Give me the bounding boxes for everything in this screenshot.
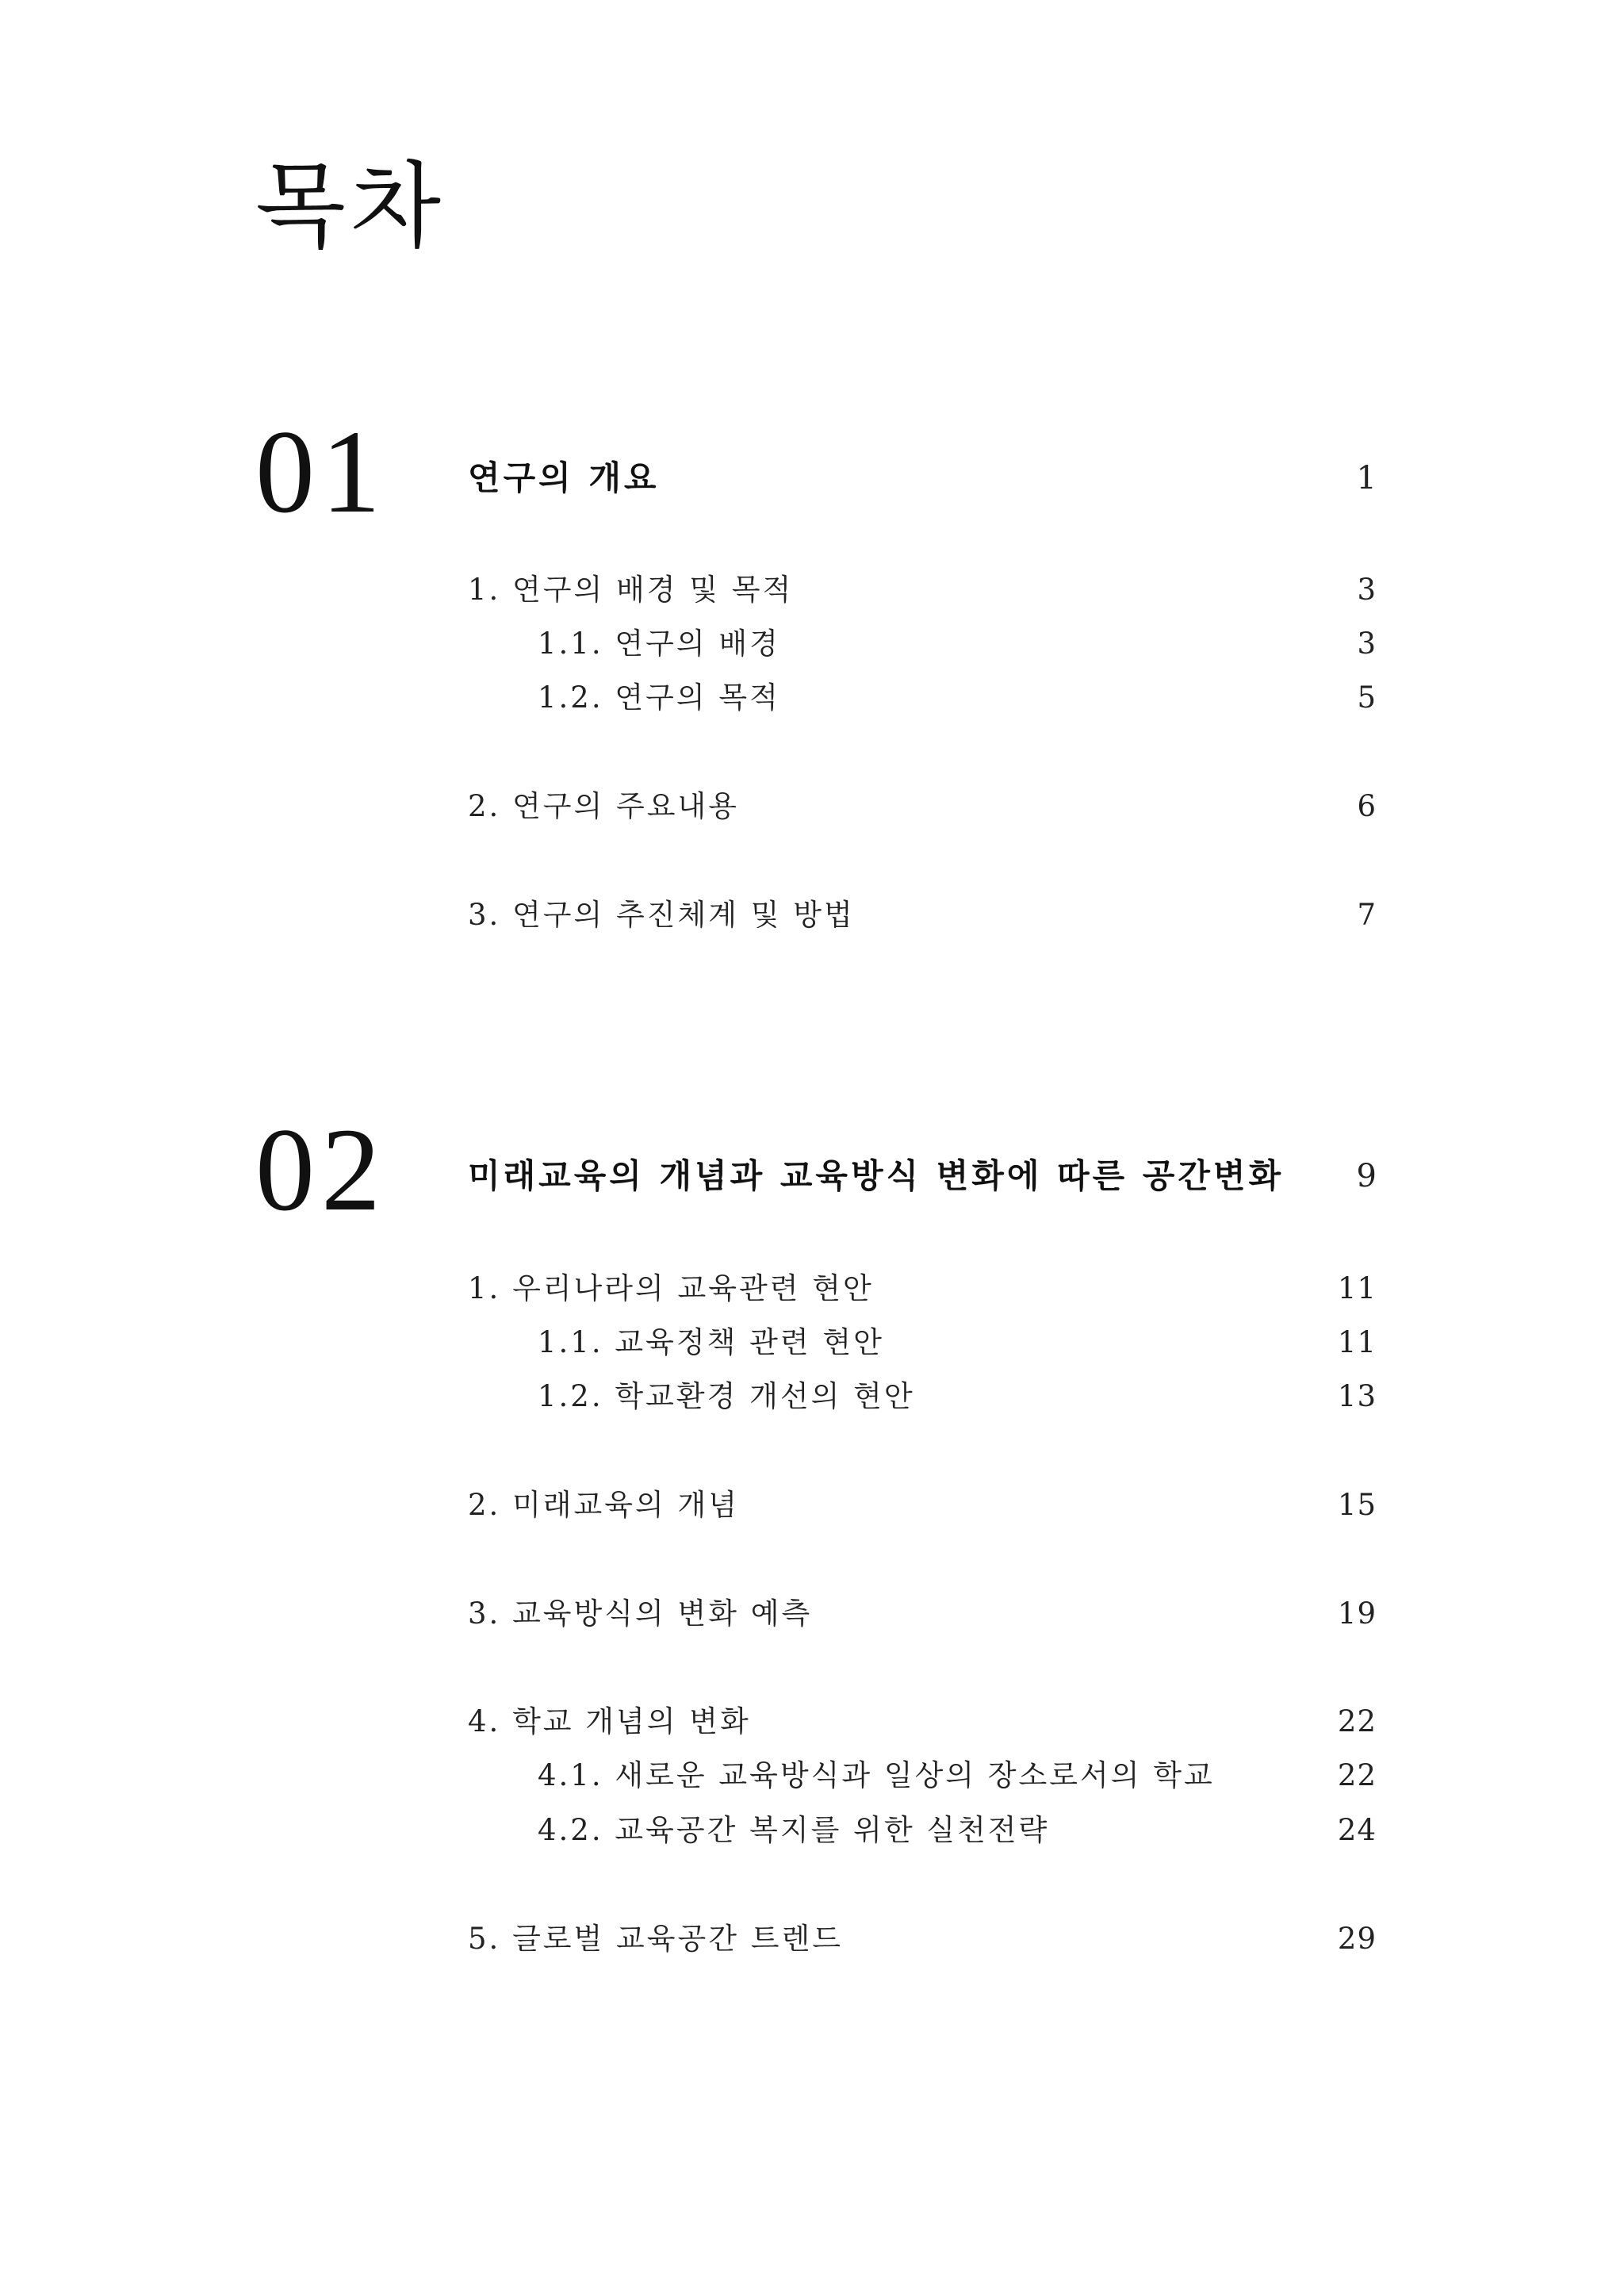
page-title: 목차 bbox=[255, 151, 446, 261]
toc-entry[interactable]: 4.2. 교육공간 복지를 위한 실천전략 bbox=[538, 1813, 1050, 1847]
chapter-title[interactable]: 연구의 개요 bbox=[468, 458, 660, 497]
toc-entry-page: 11 bbox=[1337, 1325, 1377, 1359]
toc-entry-page: 3 bbox=[1357, 627, 1377, 661]
toc-entry-page: 11 bbox=[1337, 1271, 1377, 1305]
toc-entry-page: 24 bbox=[1337, 1813, 1377, 1847]
toc-entry-page: 15 bbox=[1337, 1488, 1377, 1522]
chapter-page-number: 1 bbox=[1356, 460, 1377, 496]
chapter-number: 01 bbox=[255, 406, 387, 538]
toc-entry-page: 22 bbox=[1337, 1704, 1377, 1738]
chapter-title[interactable]: 미래교육의 개념과 교육방식 변화에 따른 공간변화 bbox=[468, 1156, 1285, 1195]
toc-entry[interactable]: 1.1. 교육정책 관련 현안 bbox=[538, 1325, 884, 1359]
toc-entry[interactable]: 2. 연구의 주요내용 bbox=[468, 789, 740, 823]
toc-entry[interactable]: 4.1. 새로운 교육방식과 일상의 장소로서의 학교 bbox=[538, 1758, 1215, 1792]
toc-entry[interactable]: 3. 연구의 추진체계 및 방법 bbox=[468, 898, 855, 932]
toc-entry-page: 13 bbox=[1337, 1379, 1377, 1413]
toc-entry-page: 3 bbox=[1357, 573, 1377, 607]
toc-entry[interactable]: 1.2. 연구의 목적 bbox=[538, 680, 780, 715]
toc-entry-page: 5 bbox=[1357, 680, 1377, 715]
toc-entry-page: 7 bbox=[1357, 898, 1377, 932]
toc-entry[interactable]: 3. 교육방식의 변화 예측 bbox=[468, 1596, 813, 1631]
toc-entry-page: 22 bbox=[1337, 1758, 1377, 1792]
toc-entry[interactable]: 2. 미래교육의 개념 bbox=[468, 1488, 740, 1522]
toc-entry[interactable]: 1. 우리나라의 교육관련 현안 bbox=[468, 1271, 874, 1305]
toc-entry-page: 29 bbox=[1337, 1922, 1377, 1956]
toc-entry[interactable]: 1.1. 연구의 배경 bbox=[538, 627, 780, 661]
toc-entry[interactable]: 5. 글로벌 교육공간 트렌드 bbox=[468, 1922, 844, 1956]
toc-entry[interactable]: 4. 학교 개념의 변화 bbox=[468, 1704, 751, 1738]
chapter-number: 02 bbox=[255, 1104, 387, 1236]
toc-entry-page: 6 bbox=[1357, 789, 1377, 823]
toc-entry[interactable]: 1. 연구의 배경 및 목적 bbox=[468, 573, 794, 607]
chapter-page-number: 9 bbox=[1356, 1158, 1377, 1194]
toc-entry-page: 19 bbox=[1337, 1596, 1377, 1631]
toc-entry[interactable]: 1.2. 학교환경 개선의 현안 bbox=[538, 1379, 915, 1413]
